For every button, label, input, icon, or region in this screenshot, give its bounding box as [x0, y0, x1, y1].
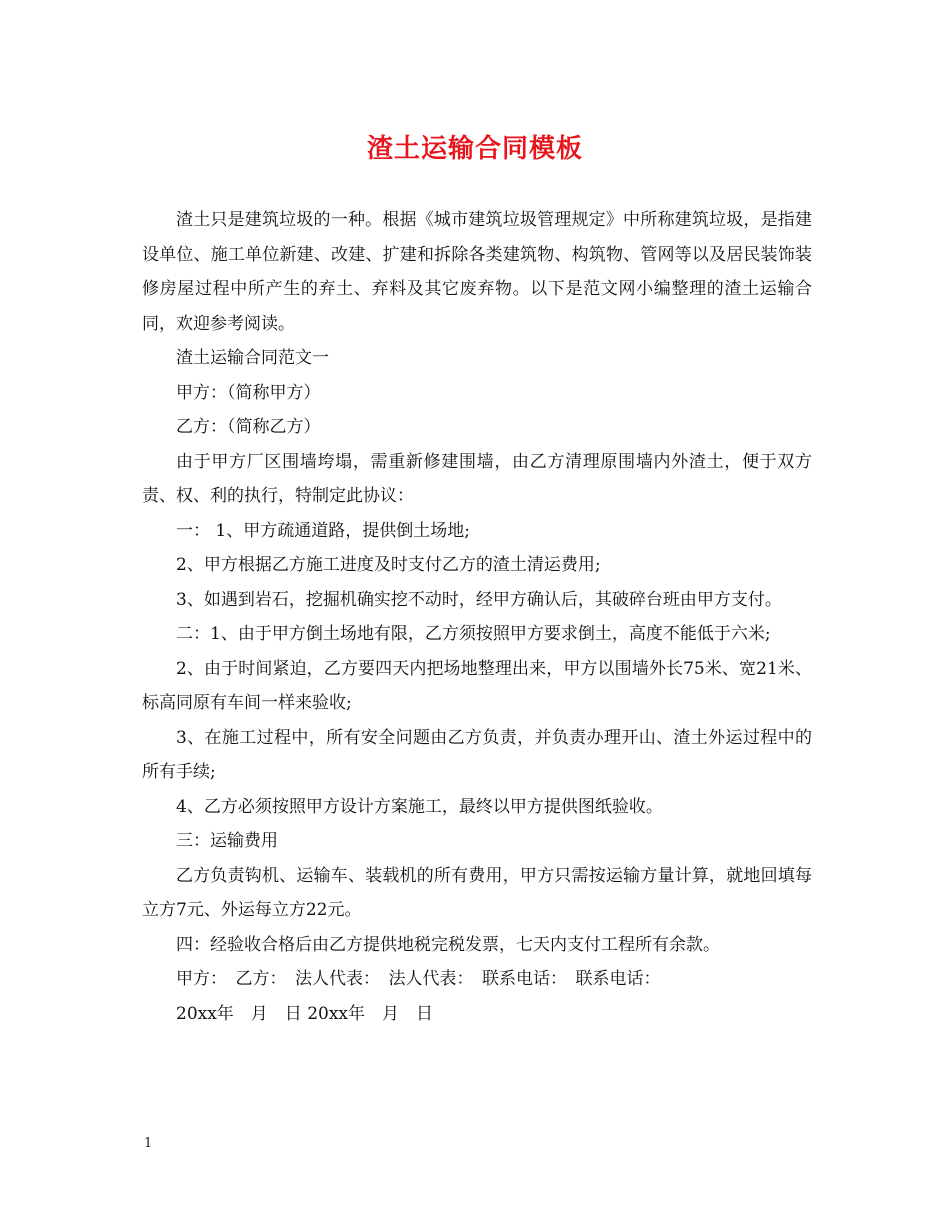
document-title: 渣土运输合同模板: [366, 134, 583, 164]
page-number: 1: [144, 1136, 153, 1151]
paragraph-party-a: 甲方：（简称甲方）: [176, 382, 321, 403]
paragraph-clause-4: 四：经验收合格后由乙方提供地税完税发票，七天内支付工程所有余款。: [176, 934, 720, 955]
paragraph-signatures: 甲方： 乙方： 法人代表： 法人代表： 联系电话： 联系电话：: [176, 969, 661, 989]
paragraph-intro: 渣土只是建筑垃圾的一种。根据《城市建筑垃圾管理规定》中所称建筑垃圾，是指建设单位、施工单位新建、改建、扩建和拆除各类建筑物、构筑物、管网等以及居民装饰装修房屋过程中所产生的弃土、弃料及其它废弃物。以下是范文网小编整理的渣土运输合同，欢迎参考阅读。: [142, 210, 812, 334]
document-body: [142, 203, 812, 1031]
paragraph-clause-2-3: 3、在施工过程中，所有安全问题由乙方负责，并负责办理开山、渣土外运过程中的所有手续;: [142, 727, 812, 782]
paragraph-clause-1-2: 2、甲方根据乙方施工进度及时支付乙方的渣土清运费用;: [176, 555, 601, 575]
paragraph-clause-3-body: 乙方负责钩机、运输车、装载机的所有费用，甲方只需按运输方量计算，就地回填每立方7元、外运每立方22元。: [142, 865, 812, 920]
paragraph-clause-1-3: 3、如遇到岩石，挖掘机确实挖不动时，经甲方确认后，其破碎台班由甲方支付。: [176, 589, 782, 610]
paragraph-clause-2-2: 2、由于时间紧迫，乙方要四天内把场地整理出来，甲方以围墙外长75米、宽21米、标高同原有车间一样来验收;: [142, 658, 812, 713]
paragraph-preamble: 由于甲方厂区围墙垮塌，需重新修建围墙，由乙方清理原围墙内外渣土，便于双方责、权、利的执行，特制定此协议：: [142, 451, 812, 506]
paragraph-dates: 20xx年 月 日 20xx年 月 日: [176, 1003, 434, 1024]
paragraph-clause-2-4: 4、乙方必须按照甲方设计方案施工，最终以甲方提供图纸验收。: [176, 796, 663, 817]
paragraph-clause-1-1: 一： 1、甲方疏通道路，提供倒土场地;: [176, 520, 470, 541]
paragraph-clause-3-heading: 三：运输费用: [176, 831, 278, 851]
paragraph-subtitle: 渣土运输合同范文一: [176, 348, 329, 368]
paragraph-party-b: 乙方：（简称乙方）: [176, 417, 321, 437]
paragraph-clause-2-1: 二：1、由于甲方倒土场地有限，乙方须按照甲方要求倒土，高度不能低于六米;: [176, 624, 771, 644]
